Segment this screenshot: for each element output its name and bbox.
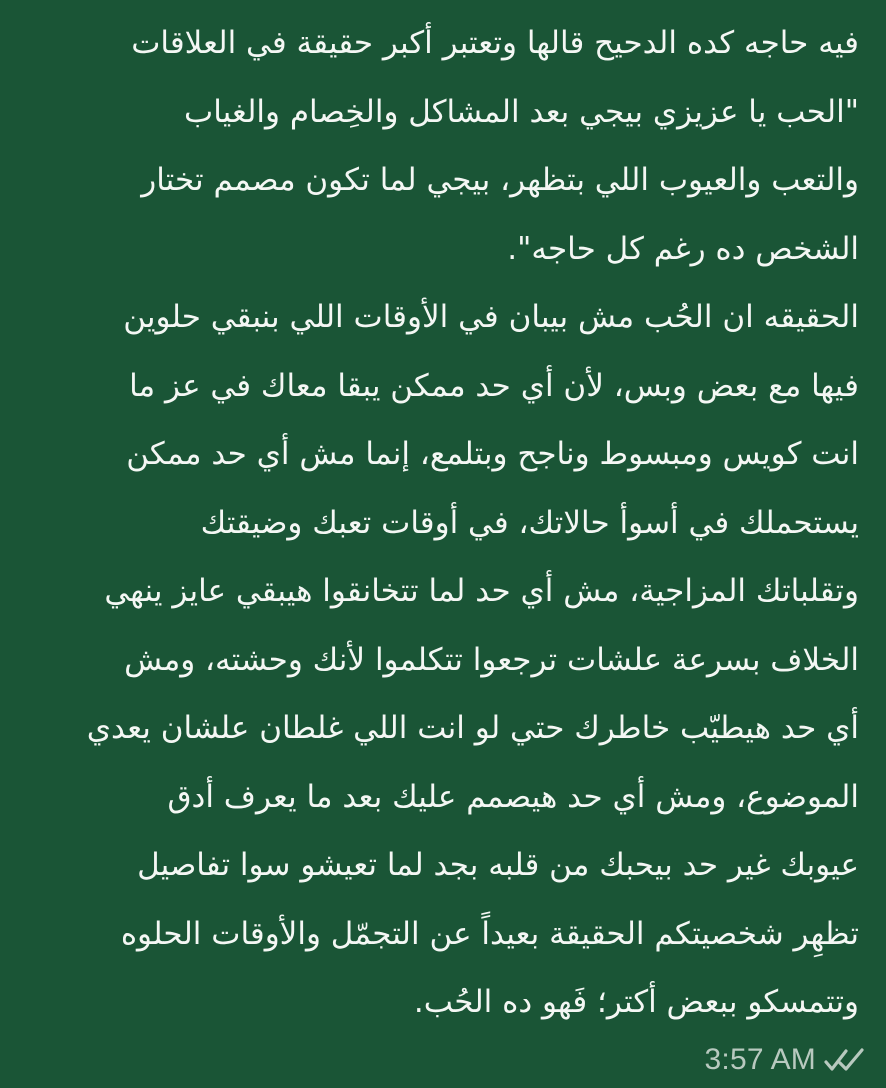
message-line: "الحب يا عزيزي بيجي بعد المشاكل والخِصام والغياب (184, 93, 859, 130)
message-line: أي حد هيطيّب خاطرك حتي لو انت اللي غلطان علشان يعدي (86, 710, 859, 746)
message-line: والتعب والعيوب اللي بتظهر، بيجي لما تكون مصمم تختار (141, 162, 859, 198)
message-time: 3:57 AM (704, 1043, 816, 1076)
message-line: يستحملك في أسوأ حالاتك، في أوقات تعبك وضيقتك (200, 504, 859, 541)
message-line: فيها مع بعض وبس، لأن أي حد ممكن يبقا معاك في عز ما (129, 367, 859, 404)
message-line: وتقلباتك المزاجية، مش أي حد لما تتخانقوا هيبقي عايز ينهي (104, 573, 859, 609)
double-check-icon (824, 1045, 866, 1075)
message-text (19, 9, 859, 1037)
message-meta (705, 1039, 866, 1081)
message-line: الخلاف بسرعة علشات ترجعوا تتكلموا لأنك وحشته، ومش (124, 641, 859, 678)
message-line: الحقيقه ان الحُب مش بيبان في الأوقات اللي بنبقي حلوين (123, 299, 859, 335)
message-line: عيوبك غير حد بيحبك من قلبه بجد لما تعيشو سوا تفاصيل (137, 847, 859, 883)
message-line: انت كويس ومبسوط وناجح وبتلمع، إنما مش أي حد ممكن (126, 436, 859, 472)
message-line: تظهِر شخصيتكم الحقيقة بعيداً عن التجمّل والأوقات الحلوه (120, 915, 859, 952)
message-line: الموضوع، ومش أي حد هيصمم عليك بعد ما يعرف أدق (167, 778, 859, 815)
message-line: وتتمسكو ببعض أكتر؛ فَهو ده الحُب. (413, 984, 859, 1020)
message-line: فيه حاجه كده الدحيح قالها وتعتبر أكبر حقيقة في العلاقات (131, 25, 859, 61)
message-line: الشخص ده رغم كل حاجه". (507, 230, 859, 267)
